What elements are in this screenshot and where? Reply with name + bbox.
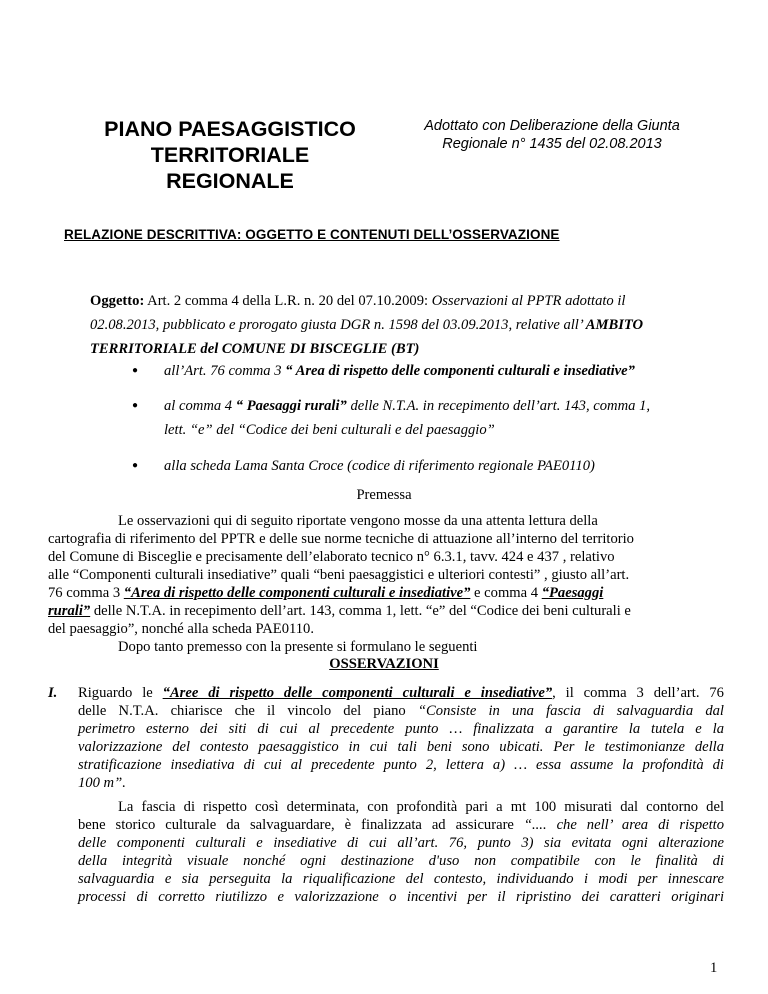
premessa-paragraph bbox=[48, 512, 724, 656]
oggetto-line3-bold: TERRITORIALE del COMUNE DI BISCEGLIE (BT) bbox=[90, 341, 420, 357]
title-line-1: PIANO PAESAGGISTICO bbox=[104, 117, 356, 141]
bullet-text bbox=[164, 454, 710, 478]
bullet-icon: ● bbox=[132, 365, 139, 376]
bullet2-d: lett. “e” del “Codice dei beni culturali e del paesaggio” bbox=[164, 422, 495, 438]
obs1-l1a: Riguardo le bbox=[78, 685, 163, 701]
premessa-line-2: cartografia di riferimento del PPTR e delle sue norme tecniche di attuazione all’interno del territorio bbox=[48, 531, 634, 547]
para2-line-4 bbox=[78, 852, 724, 870]
observation-number: I. bbox=[48, 685, 58, 701]
premessa-line-6 bbox=[48, 602, 724, 620]
oggetto-line2-bold: AMBITO bbox=[585, 317, 644, 333]
oggetto-line1-plain: Art. 2 comma 4 della L.R. n. 20 del 07.10.2009: bbox=[144, 293, 432, 309]
bullet-text bbox=[164, 359, 710, 383]
obs1-line-6 bbox=[78, 774, 724, 792]
observation-1-text bbox=[78, 684, 724, 792]
para2-line-3 bbox=[78, 834, 724, 852]
premessa-l5b: “Area di rispetto delle componenti culturali e insediative” bbox=[123, 585, 471, 601]
para2-line-5 bbox=[78, 870, 724, 888]
bullet1-a: all’Art. 76 comma 3 bbox=[164, 363, 286, 379]
oggetto-line-2 bbox=[90, 313, 710, 337]
bullet-list bbox=[132, 359, 712, 479]
obs1-l2a: delle N.T.A. chiarisce che il vincolo del piano bbox=[78, 703, 418, 719]
oggetto-line2-italic: 02.08.2013, pubblicato e prorogato giusta DGR n. 1598 del 03.09.2013, relative all’ bbox=[90, 317, 586, 333]
para2-l6: processi di corretto riutilizzo e valorizzazione o incentivi per il ripristino dei caratteri originari bbox=[78, 889, 724, 905]
oggetto-line-3 bbox=[90, 337, 710, 361]
obs1-l1b: “Aree di rispetto delle componenti culturali e insediative” bbox=[162, 685, 553, 701]
obs1-line-5 bbox=[78, 756, 724, 774]
premessa-line-4: alle “Componenti culturali insediative” quali “beni paesaggistici e ulteriori contesti” , giusto all’art. bbox=[48, 567, 630, 583]
para2-line-6 bbox=[78, 888, 724, 906]
para2-l5: salvaguardia e sia perseguita la riqualificazione del contesto, individuando i modi per innescare bbox=[78, 871, 724, 887]
adoption-note bbox=[404, 117, 700, 153]
premessa-line-7: del paesaggio”, nonché alla scheda PAE0110. bbox=[48, 621, 314, 637]
bullet-icon: ● bbox=[132, 460, 139, 471]
obs1-l3: perimetro esterno dei siti di cui al precedente punto … finalizzata a garantire la tutela e la bbox=[78, 721, 724, 737]
section-title: RELAZIONE DESCRITTIVA: OGGETTO E CONTENUTI DELL’OSSERVAZIONE bbox=[64, 227, 560, 242]
bullet2-c: delle N.T.A. in recepimento dell’art. 143, comma 1, bbox=[346, 398, 651, 414]
premessa-line-5 bbox=[48, 584, 724, 602]
premessa-line-8: Dopo tanto premesso con la presente si formulano le seguenti bbox=[118, 639, 478, 655]
oggetto-line1-italic: Osservazioni al PPTR adottato il bbox=[431, 293, 626, 309]
oggetto-label: Oggetto: bbox=[90, 293, 145, 309]
document-title bbox=[100, 116, 360, 194]
bullet-text bbox=[164, 394, 710, 442]
premessa-l5d: “Paesaggi bbox=[541, 585, 604, 601]
oggetto-line-1 bbox=[90, 289, 710, 313]
bullet2-a: al comma 4 bbox=[164, 398, 236, 414]
premessa-line-3: del Comune di Bisceglie e precisamente dell’elaborato tecnico n° 6.3.1, tavv. 424 e 437 , relativo bbox=[48, 549, 615, 565]
bullet-icon: ● bbox=[132, 400, 139, 411]
page-number: 1 bbox=[710, 960, 718, 976]
obs1-l4: valorizzazione del contesto paesaggistico in cui tali beni sono ubicati. Per le testimonianze della bbox=[78, 739, 724, 755]
adoption-line-1: Adottato con Deliberazione della Giunta bbox=[424, 118, 680, 134]
para2-line-2 bbox=[78, 816, 724, 834]
premessa-heading: Premessa bbox=[356, 487, 412, 503]
para2-l2b: “.... che nell’ area di rispetto bbox=[523, 817, 724, 833]
obs1-l2b: “Consiste in una fascia di salvaguardia dal bbox=[417, 703, 724, 719]
premessa-l6b: delle N.T.A. in recepimento dell’art. 143, comma 1, lett. “e” del “Codice dei beni culturali e bbox=[90, 603, 631, 619]
para2-l2a: bene storico culturale da salvaguardare, è finalizzata ad assicurare bbox=[78, 817, 524, 833]
observation-1-paragraph-2 bbox=[78, 798, 724, 906]
adoption-line-2: Regionale n° 1435 del 02.08.2013 bbox=[442, 136, 662, 152]
bullet3-a: alla scheda Lama Santa Croce (codice di riferimento regionale PAE0110) bbox=[164, 458, 595, 474]
title-line-2: TERRITORIALE bbox=[150, 143, 310, 167]
premessa-l6a: rurali” bbox=[48, 603, 91, 619]
para2-l3: delle componenti culturali e insediative di cui all’art. 76, punto 3) sia evitata ogni alterazione bbox=[78, 835, 724, 851]
title-line-3: REGIONALE bbox=[166, 169, 294, 193]
obs1-l1c: , il comma 3 dell’art. 76 bbox=[552, 685, 724, 701]
bullet2-b: “ Paesaggi rurali” bbox=[235, 398, 347, 414]
obs1-line-3 bbox=[78, 720, 724, 738]
premessa-l5a: 76 comma 3 bbox=[48, 585, 124, 601]
bullet1-b: “ Area di rispetto delle componenti culturali e insediative” bbox=[285, 363, 635, 379]
premessa-l5c: e comma 4 bbox=[470, 585, 542, 601]
para2-line-1: La fascia di rispetto così determinata, con profondità pari a mt 100 misurati dal contorno del bbox=[118, 799, 724, 815]
osservazioni-heading: OSSERVAZIONI bbox=[329, 656, 439, 672]
obs1-l6: 100 m”. bbox=[78, 775, 126, 791]
obs1-line-4 bbox=[78, 738, 724, 756]
obs1-l5: stratificazione insediativa di cui al precedente punto 2, lettera a) … essa assume la profondità di bbox=[78, 757, 724, 773]
oggetto-paragraph bbox=[90, 289, 710, 361]
obs1-line-1 bbox=[78, 684, 724, 702]
obs1-line-2 bbox=[78, 702, 724, 720]
premessa-line-1: Le osservazioni qui di seguito riportate vengono mosse da una attenta lettura della bbox=[118, 513, 598, 529]
para2-l4: della integrità visuale nonché ogni destinazione d'uso non compatibile con le finalità di bbox=[78, 853, 724, 869]
